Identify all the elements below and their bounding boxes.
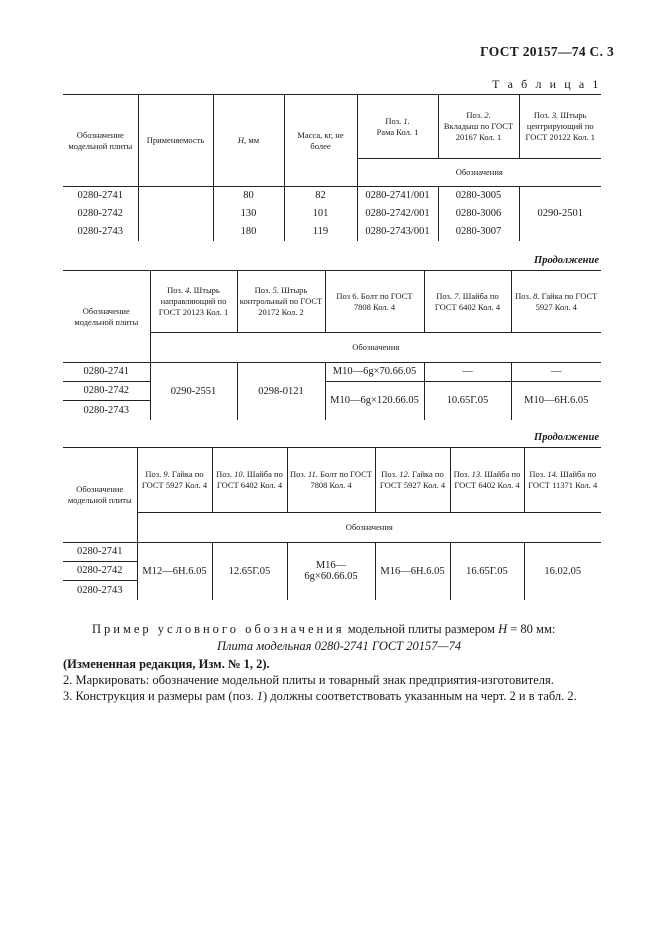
t1-row3-pos2: 0280-3007 (438, 223, 519, 241)
t3-pos11-value: M16—6g×60.66.05 (287, 543, 375, 600)
table1-caption: Т а б л и ц а 1 (492, 77, 601, 91)
t2-head-pos6: Поз 6. Болт по ГОСТ 7808 Кол. 4 (325, 271, 424, 333)
t3-row1-designation: 0280-2741 (63, 543, 137, 562)
item-2: 2. Маркировать: обозначение модельной плиты и товарный знак предприятия-изготовителя. (63, 673, 554, 687)
t2-row3-designation: 0280-2743 (63, 401, 150, 420)
revision-note: (Измененная редакция, Изм. № 1, 2). (63, 657, 270, 671)
t3-pos9-value: M12—6H.6.05 (137, 543, 212, 600)
t3-row2-designation: 0280-2742 (63, 562, 137, 581)
t1-row1-pos2: 0280-3005 (438, 187, 519, 205)
t2-head-pos4: Поз. 4. Штырь направляющий по ГОСТ 20123 Кол. 1 (150, 271, 237, 333)
t1-row2-pos1: 0280-2742/001 (357, 205, 438, 223)
t3-pos13-value: 16.65Г.05 (450, 543, 524, 600)
t1-row1-mass: 82 (284, 187, 357, 205)
t2-row2-pos7: 10.65Г.05 (424, 382, 511, 420)
t2-head-pos5: Поз. 5. Штырь контрольный по ГОСТ 20172 Кол. 2 (237, 271, 325, 333)
t1-row3-height: 180 (213, 223, 284, 241)
t2-head-designation: Обозначение модельной плиты (63, 271, 150, 363)
t1-head-designation: Обозначение модельной плиты (63, 95, 138, 187)
t3-head-pos13: Поз. 13. Шайба по ГОСТ 6402 Кол. 4 (450, 448, 524, 513)
page-header: ГОСТ 20157—74 С. 3 (480, 44, 614, 59)
t1-row2-pos2: 0280-3006 (438, 205, 519, 223)
example-line: Пример условного обозначения модельной плиты размером Н = 80 мм: (92, 622, 556, 636)
t2-head-designations: Обозначения (150, 333, 601, 363)
t2-pos4-value: 0290-2551 (150, 363, 237, 420)
table2 (63, 270, 601, 420)
t2-pos5-value: 0298-0121 (237, 363, 325, 420)
t2-head-pos8: Поз. 8. Гайка по ГОСТ 5927 Кол. 4 (511, 271, 601, 333)
t3-head-pos14: Поз. 14. Шайба по ГОСТ 11371 Кол. 4 (524, 448, 601, 513)
table3-continuation: Продолжение (534, 432, 599, 443)
t1-pos3-value: 0290-2501 (519, 187, 601, 241)
t1-head-designations: Обозначения (357, 159, 601, 187)
t3-head-designation: Обозначение модельной плиты (63, 448, 137, 543)
t1-row2-designation: 0280-2742 (63, 205, 138, 223)
t2-head-pos7: Поз. 7. Шайба по ГОСТ 6402 Кол. 4 (424, 271, 511, 333)
t3-pos10-value: 12.65Г.05 (212, 543, 287, 600)
t3-head-pos10: Поз. 10. Шайба по ГОСТ 6402 Кол. 4 (212, 448, 287, 513)
t2-row2-pos8: M10—6H.6.05 (511, 382, 601, 420)
t1-head-applicability: Применяемость (138, 95, 213, 187)
t3-head-pos9: Поз. 9. Гайка по ГОСТ 5927 Кол. 4 (137, 448, 212, 513)
t1-head-mass: Масса, кг, не более (284, 95, 357, 187)
t1-row3-pos1: 0280-2743/001 (357, 223, 438, 241)
t3-head-pos12: Поз. 12. Гайка по ГОСТ 5927 Кол. 4 (375, 448, 450, 513)
t2-row1-pos6: M10—6g×70.66.05 (325, 363, 424, 382)
example-code: Плита модельная 0280-2741 ГОСТ 20157—74 (217, 639, 462, 653)
t1-row1-pos1: 0280-2741/001 (357, 187, 438, 205)
t3-head-pos11: Поз. 11. Болт по ГОСТ 7808 Кол. 4 (287, 448, 375, 513)
t1-row2-height: 130 (213, 205, 284, 223)
table2-continuation: Продолжение (534, 255, 599, 266)
table3 (63, 447, 601, 600)
t1-head-pos1: Поз. 1. Рама Кол. 1 (357, 95, 438, 159)
t1-head-pos3: Поз. 3. Штырь центрирующий по ГОСТ 20122 Кол. 1 (519, 95, 601, 159)
t3-row3-designation: 0280-2743 (63, 581, 137, 600)
t2-row1-designation: 0280-2741 (63, 363, 150, 382)
item-3: 3. Конструкция и размеры рам (поз. 1) должны соответствовать указанным на черт. 2 и в табл. 2. (63, 689, 577, 703)
t1-head-pos2: Поз. 2. Вкладыш по ГОСТ 20167 Кол. 1 (438, 95, 519, 159)
t2-row2-designation: 0280-2742 (63, 382, 150, 401)
t1-row2-mass: 101 (284, 205, 357, 223)
t1-row3-mass: 119 (284, 223, 357, 241)
t3-head-designations: Обозначения (137, 513, 601, 543)
t2-row1-pos7: — (424, 363, 511, 382)
table1 (63, 94, 601, 241)
t1-row1-designation: 0280-2741 (63, 187, 138, 205)
t3-pos12-value: M16—6H.6.05 (375, 543, 450, 600)
t1-head-height: Н, мм (213, 95, 284, 187)
t2-row1-pos8: — (511, 363, 601, 382)
t2-row2-pos6: M10—6g×120.66.05 (325, 382, 424, 420)
t3-pos14-value: 16.02.05 (524, 543, 601, 600)
t1-row1-height: 80 (213, 187, 284, 205)
t1-row3-designation: 0280-2743 (63, 223, 138, 241)
